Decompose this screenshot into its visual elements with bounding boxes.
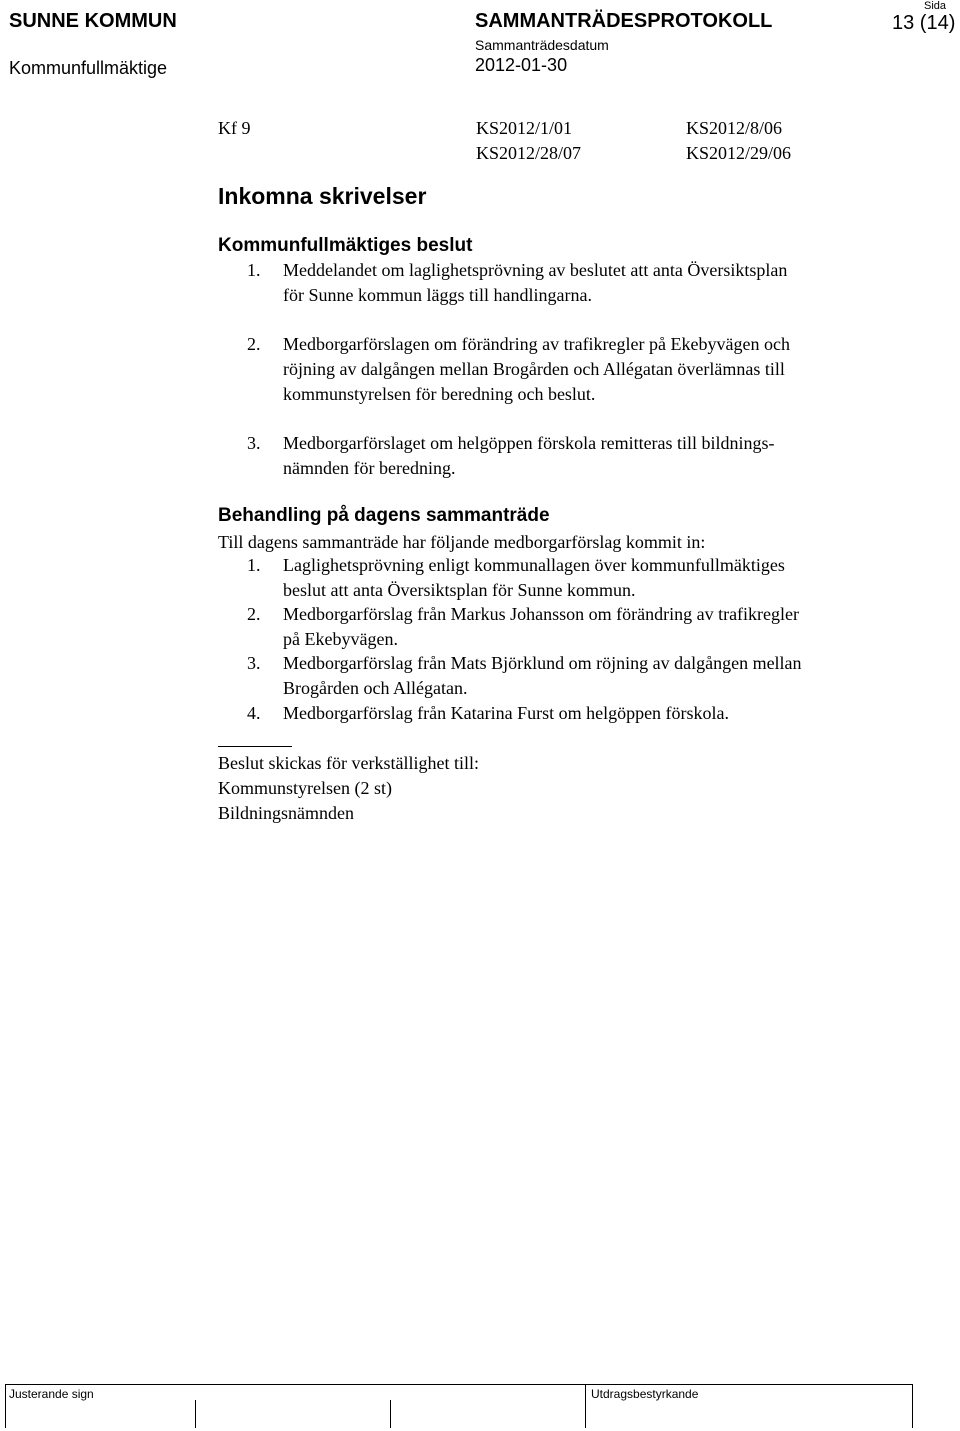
list-item-text: kommunstyrelsen för beredning och beslut. xyxy=(283,384,596,404)
footer-cell-border xyxy=(195,1400,196,1428)
footer-cell-border xyxy=(585,1384,586,1428)
meeting-date: 2012-01-30 xyxy=(475,55,568,75)
body-name: Kommunfullmäktige xyxy=(9,58,168,78)
distribution-recipient: Kommunstyrelsen (2 st) xyxy=(218,778,392,798)
list-item-text: för Sunne kommun läggs till handlingarna. xyxy=(283,285,592,305)
list-item-text: Brogården och Allégatan. xyxy=(283,678,468,698)
treatment-heading: Behandling på dagens sammanträde xyxy=(218,505,550,526)
list-item-number: 4. xyxy=(247,703,261,723)
document-title: SAMMANTRÄDESPROTOKOLL xyxy=(475,10,773,32)
list-item-text: Laglighetsprövning enligt kommunallagen över kommunfullmäktiges xyxy=(283,555,785,575)
page-number: 13 (14) xyxy=(892,12,956,34)
list-item-text: nämnden för beredning. xyxy=(283,458,456,478)
case-reference: KS2012/1/01 xyxy=(476,118,573,138)
list-item-text: Medborgarförslagen om förändring av trafikregler på Ekebyvägen och xyxy=(283,334,790,354)
distribution-heading: Beslut skickas för verkställighet till: xyxy=(218,753,479,773)
list-item-number: 3. xyxy=(247,653,261,673)
footer-cell-border xyxy=(912,1384,913,1428)
list-item-number: 1. xyxy=(247,260,261,280)
signature-footer xyxy=(5,1384,913,1428)
paragraph-title: Inkomna skrivelser xyxy=(218,183,427,209)
list-item-text: på Ekebyvägen. xyxy=(283,629,398,649)
list-item-text: Meddelandet om laglighetsprövning av beslutet att anta Översiktsplan xyxy=(283,260,788,280)
list-item-number: 2. xyxy=(247,334,261,354)
footer-cell-border xyxy=(5,1384,6,1428)
page-label: Sida xyxy=(924,0,947,12)
distribution-recipient: Bildningsnämnden xyxy=(218,803,354,823)
list-item-text: Medborgarförslag från Katarina Furst om helgöppen förskola. xyxy=(283,703,730,723)
decision-heading: Kommunfullmäktiges beslut xyxy=(218,235,473,256)
footer-cell-border xyxy=(390,1400,391,1428)
paragraph-number: Kf 9 xyxy=(218,118,251,138)
signature-label: Justerande sign xyxy=(9,1387,94,1401)
meeting-date-label: Sammanträdesdatum xyxy=(475,37,609,53)
footer-top-rule xyxy=(5,1384,913,1385)
list-item-number: 3. xyxy=(247,433,261,453)
case-reference: KS2012/29/06 xyxy=(686,143,792,163)
list-item-number: 2. xyxy=(247,604,261,624)
list-item-text: Medborgarförslag från Markus Johansson om förändring av trafikregler xyxy=(283,604,800,624)
list-item-text: Medborgarförslaget om helgöppen förskola remitteras till bildnings- xyxy=(283,433,775,453)
treatment-intro: Till dagens sammanträde har följande medborgarförslag kommit in: xyxy=(218,532,706,552)
extract-certification-label: Utdragsbestyrkande xyxy=(591,1387,699,1401)
case-reference: KS2012/28/07 xyxy=(476,143,582,163)
case-reference: KS2012/8/06 xyxy=(686,118,783,138)
section-divider xyxy=(218,746,292,747)
list-item-number: 1. xyxy=(247,555,261,575)
list-item-text: röjning av dalgången mellan Brogården och Allégatan överlämnas till xyxy=(283,359,785,379)
organization-name: SUNNE KOMMUN xyxy=(9,10,177,32)
list-item-text: Medborgarförslag från Mats Björklund om röjning av dalgången mellan xyxy=(283,653,802,673)
list-item-text: beslut att anta Översiktsplan för Sunne kommun. xyxy=(283,580,636,600)
